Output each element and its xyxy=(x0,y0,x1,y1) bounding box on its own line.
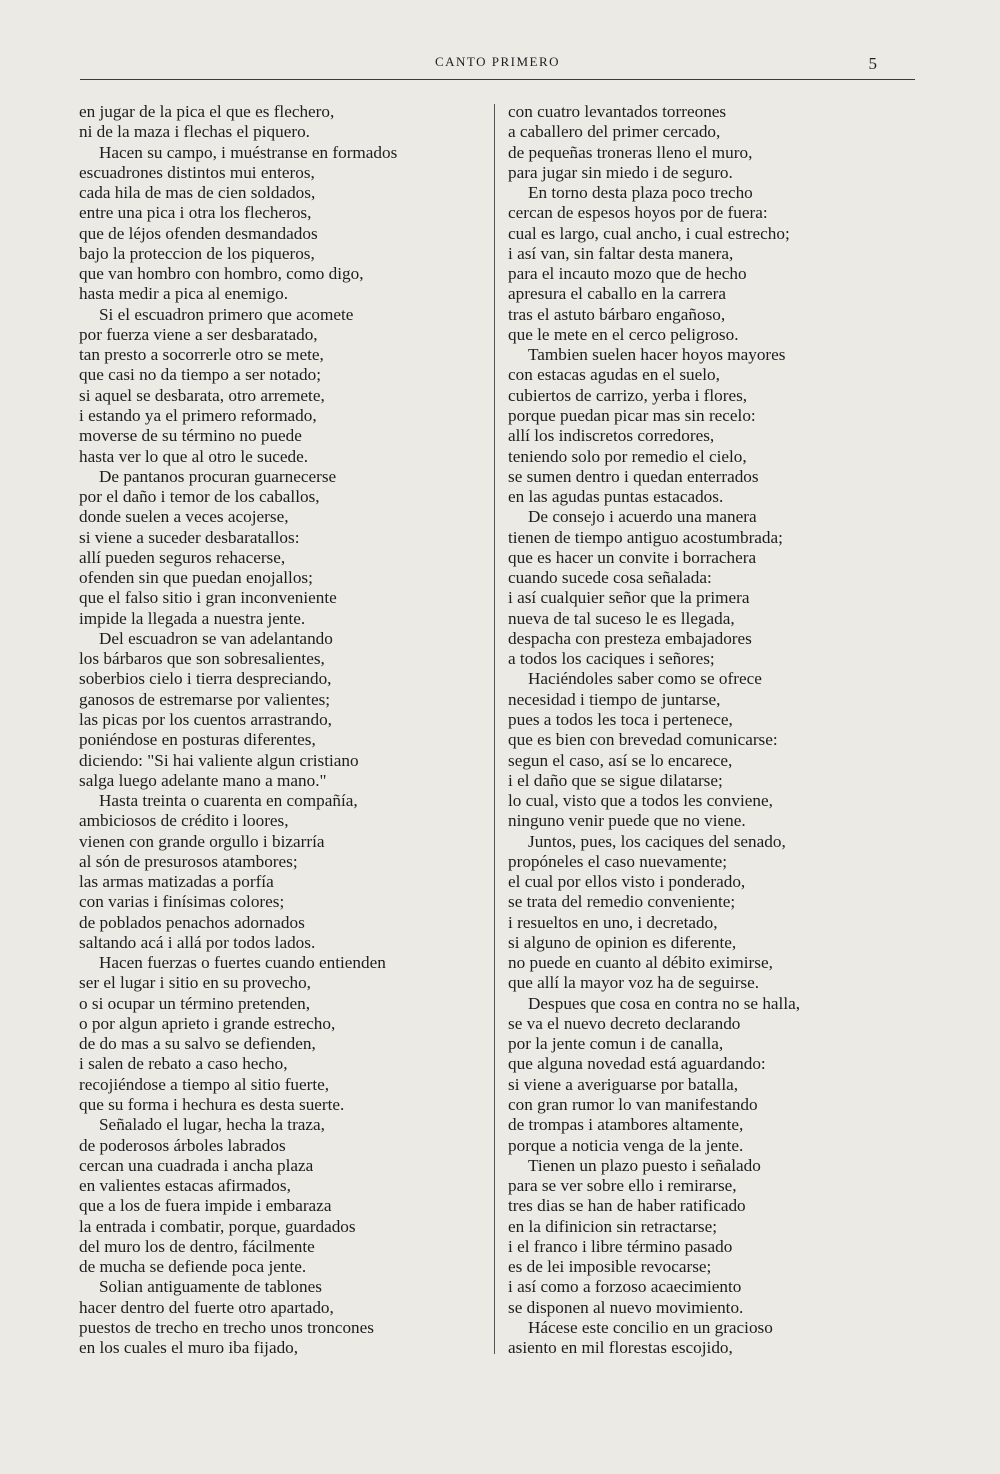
verse-line: Hácese este concilio en un gracioso xyxy=(528,1317,773,1337)
verse-line: se va el nuevo decreto declarando xyxy=(508,1013,741,1033)
verse-line: tras el astuto bárbaro engañoso, xyxy=(508,304,726,324)
verse-line: que casi no da tiempo a ser notado; xyxy=(79,365,321,385)
verse-line: i estando ya el primero reformado, xyxy=(79,405,317,425)
verse-line: a caballero del primer cercado, xyxy=(508,122,721,142)
verse-line: en la difinicion sin retractarse; xyxy=(508,1216,718,1236)
verse-line: se trata del remedio conveniente; xyxy=(508,892,736,912)
verse-line: para el incauto mozo que de hecho xyxy=(508,264,747,284)
verse-line: de mucha se defiende poca jente. xyxy=(79,1257,307,1277)
verse-line: i el franco i libre término pasado xyxy=(508,1236,733,1256)
verse-line: i así van, sin faltar desta manera, xyxy=(508,243,734,263)
verse-line: tan presto a socorrerle otro se mete, xyxy=(79,345,324,365)
verse-line: i así como a forzoso acaecimiento xyxy=(508,1277,742,1297)
verse-line: necesidad i tiempo de juntarse, xyxy=(508,689,721,709)
verse-line: en valientes estacas afirmados, xyxy=(79,1176,291,1196)
verse-line: despacha con presteza embajadores xyxy=(508,628,752,648)
verse-line: para jugar sin miedo i de seguro. xyxy=(508,162,733,182)
verse-line: Haciéndoles saber como se ofrece xyxy=(528,669,762,689)
verse-line: ambiciosos de crédito i loores, xyxy=(79,811,289,831)
verse-line: diciendo: "Si hai valiente algun cristiano xyxy=(79,750,359,770)
verse-line: Tambien suelen hacer hoyos mayores xyxy=(528,345,786,365)
left-column xyxy=(79,102,484,1358)
verse-line: que a los de fuera impide i embaraza xyxy=(79,1196,332,1216)
verse-line: i resueltos en uno, i decretado, xyxy=(508,912,718,932)
verse-line: ninguno venir puede que no viene. xyxy=(508,811,746,831)
verse-line: es de lei imposible revocarse; xyxy=(508,1257,712,1277)
verse-line: las armas matizadas a porfía xyxy=(79,872,274,892)
verse-line: cada hila de mas de cien soldados, xyxy=(79,183,316,203)
verse-line: por el daño i temor de los caballos, xyxy=(79,487,320,507)
verse-line: o por algun aprieto i grande estrecho, xyxy=(79,1013,336,1033)
verse-line: donde suelen a veces acojerse, xyxy=(79,507,289,527)
verse-line: con gran rumor lo van manifestando xyxy=(508,1095,758,1115)
verse-line: que allí la mayor voz ha de seguirse. xyxy=(508,973,760,993)
verse-line: escuadrones distintos mui enteros, xyxy=(79,162,315,182)
verse-line: cuando sucede cosa señalada: xyxy=(508,568,712,588)
verse-line: cercan una cuadrada i ancha plaza xyxy=(79,1155,314,1175)
right-column xyxy=(508,102,913,1358)
verse-line: no puede en cuanto al débito eximirse, xyxy=(508,953,773,973)
verse-line: se disponen al nuevo movimiento. xyxy=(508,1297,744,1317)
verse-line: apresura el caballo en la carrera xyxy=(508,284,727,304)
verse-line: porque puedan picar mas sin recelo: xyxy=(508,405,756,425)
verse-line: con varias i finísimas colores; xyxy=(79,892,285,912)
verse-line: nueva de tal suceso le es llegada, xyxy=(508,608,735,628)
verse-line: Juntos, pues, los caciques del senado, xyxy=(528,831,786,851)
verse-line: allí los indiscretos corredores, xyxy=(508,426,715,446)
verse-line: si viene a suceder desbaratallos: xyxy=(79,527,300,547)
verse-line: o si ocupar un término pretenden, xyxy=(79,993,311,1013)
page-number: 5 xyxy=(868,54,877,73)
verse-line: los bárbaros que son sobresalientes, xyxy=(79,649,325,669)
verse-line: teniendo solo por remedio el cielo, xyxy=(508,446,747,466)
verse-line: Hacen fuerzas o fuertes cuando entienden xyxy=(99,953,386,973)
verse-line: a todos los caciques i señores; xyxy=(508,649,715,669)
verse-line: en jugar de la pica el que es flechero, xyxy=(79,102,335,121)
verse-line: porque a noticia venga de la jente. xyxy=(508,1135,744,1155)
verse-line: Señalado el lugar, hecha la traza, xyxy=(99,1115,325,1135)
verse-line: para se ver sobre ello i remirarse, xyxy=(508,1176,737,1196)
verse-line: que le mete en el cerco peligroso. xyxy=(508,324,739,344)
verse-line: De consejo i acuerdo una manera xyxy=(528,507,757,527)
verse-line: poniéndose en posturas diferentes, xyxy=(79,730,316,750)
verse-line: salga luego adelante mano a mano." xyxy=(79,770,327,790)
verse-line: tres dias se han de haber ratificado xyxy=(508,1196,746,1216)
verse-line: al són de presurosos atambores; xyxy=(79,851,298,871)
header-rule xyxy=(80,79,915,80)
verse-line: Hasta treinta o cuarenta en compañía, xyxy=(99,791,358,811)
verse-line: puestos de trecho en trecho unos troncones xyxy=(79,1317,374,1337)
verse-line: Solian antiguamente de tablones xyxy=(99,1277,322,1297)
verse-line: hasta ver lo que al otro le sucede. xyxy=(79,446,309,466)
verse-line: ni de la maza i flechas el piquero. xyxy=(79,122,310,142)
verse-line: cual es largo, cual ancho, i cual estrecho; xyxy=(508,223,790,243)
verse-line: que es bien con brevedad comunicarse: xyxy=(508,730,778,750)
verse-line: Tienen un plazo puesto i señalado xyxy=(528,1155,761,1175)
verse-line: En torno desta plaza poco trecho xyxy=(528,183,753,203)
verse-line: de trompas i atambores altamente, xyxy=(508,1115,744,1135)
verse-line: vienen con grande orgullo i bizarría xyxy=(79,831,325,851)
verse-line: ser el lugar i sitio en su provecho, xyxy=(79,973,311,993)
verse-line: Si el escuadron primero que acomete xyxy=(99,304,354,324)
verse-line: hacer dentro del fuerte otro apartado, xyxy=(79,1297,334,1317)
verse-line: impide la llegada a nuestra jente. xyxy=(79,608,306,628)
verse-line: la entrada i combatir, porque, guardados xyxy=(79,1216,356,1236)
verse-line: que de léjos ofenden desmandados xyxy=(79,223,318,243)
verse-line: cercan de espesos hoyos por de fuera: xyxy=(508,203,768,223)
verse-line: soberbios cielo i tierra despreciando, xyxy=(79,669,332,689)
verse-line: que el falso sitio i gran inconveniente xyxy=(79,588,337,608)
verse-line: i el daño que se sigue dilatarse; xyxy=(508,770,723,790)
verse-line: De pantanos procuran guarnecerse xyxy=(99,466,337,486)
verse-line: segun el caso, así se lo encarece, xyxy=(508,750,733,770)
running-title: CANTO PRIMERO xyxy=(434,54,561,69)
verse-line: saltando acá i allá por todos lados. xyxy=(79,932,316,952)
verse-line: Del escuadron se van adelantando xyxy=(99,628,333,648)
verse-line: por fuerza viene a ser desbaratado, xyxy=(79,324,318,344)
verse-line: bajo la proteccion de los piqueros, xyxy=(79,243,315,263)
verse-line: lo cual, visto que a todos les conviene, xyxy=(508,791,773,811)
verse-line: hasta medir a pica al enemigo. xyxy=(79,284,289,304)
verse-line: de do mas a su salvo se defienden, xyxy=(79,1034,316,1054)
verse-line: las picas por los cuentos arrastrando, xyxy=(79,709,332,729)
verse-line: Hacen su campo, i muéstranse en formados xyxy=(99,142,398,162)
verse-line: recojiéndose a tiempo al sitio fuerte, xyxy=(79,1074,330,1094)
verse-line: i así cualquier señor que la primera xyxy=(508,588,750,608)
verse-line: que van hombro con hombro, como digo, xyxy=(79,264,364,284)
verse-line: de pequeñas troneras lleno el muro, xyxy=(508,142,753,162)
verse-line: propóneles el caso nuevamente; xyxy=(508,851,728,871)
verse-line: si aquel se desbarata, otro arremete, xyxy=(79,385,325,405)
verse-line: tienen de tiempo antiguo acostumbrada; xyxy=(508,527,783,547)
verse-line: cubiertos de carrizo, yerba i flores, xyxy=(508,385,748,405)
verse-line: Despues que cosa en contra no se halla, xyxy=(528,993,801,1013)
verse-line: ofenden sin que puedan enojallos; xyxy=(79,568,313,588)
verse-line: pues a todos les toca i pertenece, xyxy=(508,709,733,729)
verse-line: que es hacer un convite i borrachera xyxy=(508,547,757,567)
verse-line: con cuatro levantados torreones xyxy=(508,102,727,121)
verse-line: con estacas agudas en el suelo, xyxy=(508,365,720,385)
page-header xyxy=(80,52,915,76)
verse-line: el cual por ellos visto i ponderado, xyxy=(508,872,746,892)
verse-line: en los cuales el muro iba fijado, xyxy=(79,1338,299,1358)
verse-line: del muro los de dentro, fácilmente xyxy=(79,1236,315,1256)
verse-line: que su forma i hechura es desta suerte. xyxy=(79,1095,345,1115)
verse-line: por la jente comun i de canalla, xyxy=(508,1034,724,1054)
verse-line: si alguno de opinion es diferente, xyxy=(508,932,737,952)
verse-line: i salen de rebato a caso hecho, xyxy=(79,1054,288,1074)
verse-line: entre una pica i otra los flecheros, xyxy=(79,203,312,223)
verse-line: que alguna novedad está aguardando: xyxy=(508,1054,766,1074)
verse-line: en las agudas puntas estacados. xyxy=(508,487,724,507)
verse-line: allí pueden seguros rehacerse, xyxy=(79,547,286,567)
column-divider xyxy=(494,104,495,1354)
verse-line: ganosos de estremarse por valientes; xyxy=(79,689,331,709)
verse-line: de poblados penachos adornados xyxy=(79,912,305,932)
verse-line: moverse de su término no puede xyxy=(79,426,302,446)
verse-line: de poderosos árboles labrados xyxy=(79,1135,286,1155)
verse-line: se sumen dentro i quedan enterrados xyxy=(508,466,759,486)
verse-line: si viene a averiguarse por batalla, xyxy=(508,1074,739,1094)
verse-line: asiento en mil florestas escojido, xyxy=(508,1338,733,1358)
